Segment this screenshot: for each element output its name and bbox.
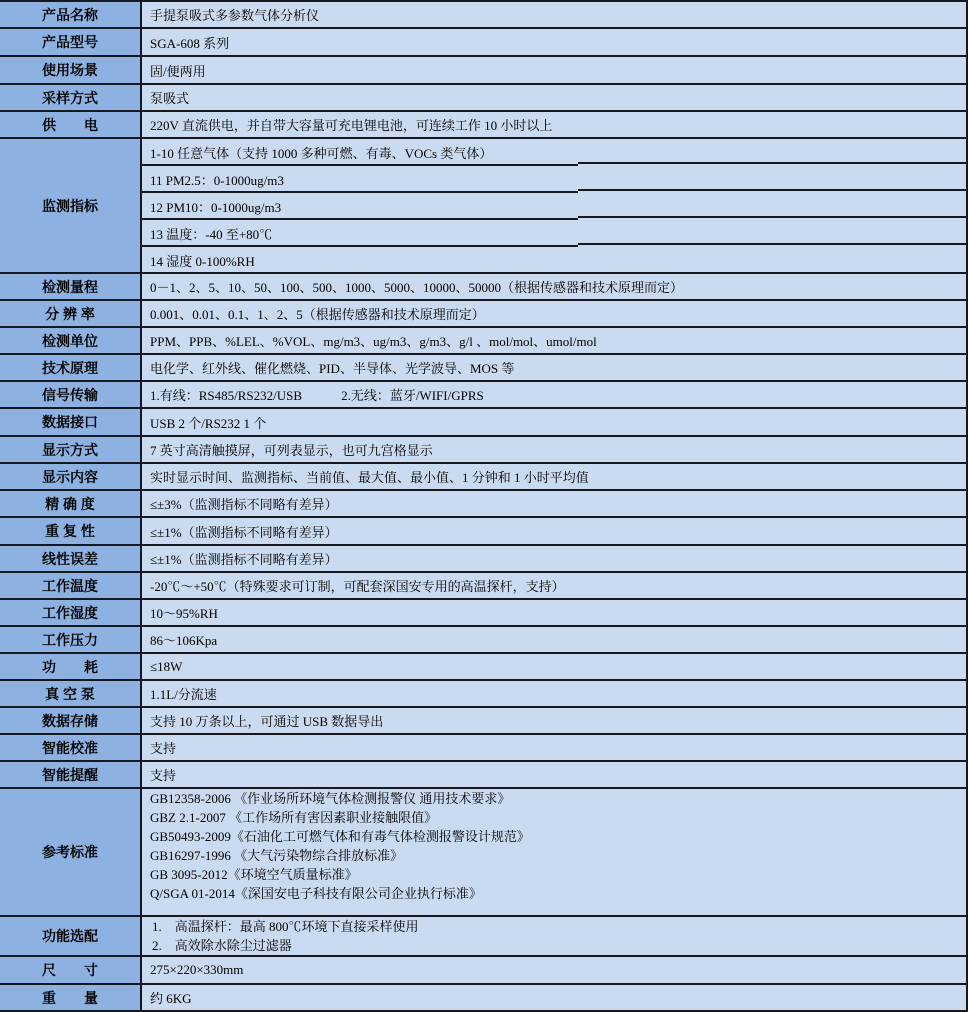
spec-row-detection-range [0,274,966,301]
row-label: 数据存储 [0,708,142,733]
spec-row-model [0,29,966,57]
row-value-line: GB16297-1996 《大气污染物综合排放标准》 [150,848,404,863]
row-label: 功 耗 [0,654,142,679]
row-value-line: 12 PM10：0-1000ug/m3 [142,193,966,220]
row-label: 重 量 [0,985,142,1010]
row-value: ≤±1%（监测指标不同略有差异） [142,546,966,571]
spec-row-linearity-error [0,546,966,573]
spec-row-data-storage [0,708,966,735]
spec-row-display-content [0,464,966,491]
spec-row-repeatability [0,518,966,546]
spec-row-product-name [0,2,966,29]
row-label: 数据接口 [0,409,142,435]
spec-row-sampling [0,85,966,112]
row-label: 采样方式 [0,85,142,110]
row-value: SGA-608 系列 [142,29,966,55]
spec-row-power [0,112,966,139]
row-value: 0.001、0.01、0.1、1、2、5（根据传感器和技术原理而定） [142,301,966,326]
row-value-line: GBZ 2.1-2007 《工作场所有害因素职业接触限值》 [150,810,438,825]
row-value-line: 14 湿度 0-100%RH [150,254,255,269]
row-value-line: GB 3095-2012《环境空气质量标准》 [150,867,358,882]
row-value: 电化学、红外线、催化燃烧、PID、半导体、光学波导、MOS 等 [142,355,966,380]
row-value-line: 13 温度：-40 至+80℃ [142,220,966,247]
row-value: 约 6KG [142,985,966,1010]
row-value: 支持 10 万条以上，可通过 USB 数据导出 [142,708,966,733]
spec-row-weight [0,985,966,1012]
spec-row-usage-scene [0,57,966,85]
row-value-line: Q/SGA 01-2014《深国安电子科技有限公司企业执行标准》 [150,886,482,901]
spec-row-smart-calibration [0,735,966,762]
row-label: 线性误差 [0,546,142,571]
spec-row-resolution [0,301,966,328]
row-value: 275×220×330mm [142,957,966,983]
row-value: 10～95%RH [142,600,966,625]
row-value-multiline [142,917,966,955]
spec-row-tech-principle [0,355,966,382]
row-label: 产品型号 [0,29,142,55]
row-value: USB 2 个/RS232 1 个 [142,409,966,435]
row-label: 显示内容 [0,464,142,489]
row-label: 工作湿度 [0,600,142,625]
spec-row-accuracy [0,491,966,518]
row-label: 技术原理 [0,355,142,380]
spec-row-display-mode [0,437,966,464]
spec-row-signal-transmission [0,382,966,409]
row-value: ≤±3%（监测指标不同略有差异） [142,491,966,516]
spec-row-optional-features [0,917,966,957]
row-value: 0－1、2、5、10、50、100、500、1000、5000、10000、50000（根据传感器和技术原理而定） [142,274,966,299]
row-value-multiline [142,139,966,272]
row-label: 参考标准 [0,789,142,915]
row-value-line: 2. 高效除水除尘过滤器 [152,938,292,953]
spec-row-vacuum-pump [0,681,966,708]
spec-row-dimensions [0,957,966,985]
row-label: 检测单位 [0,328,142,353]
spec-row-detection-unit [0,328,966,355]
row-value: 1.1L/分流速 [142,681,966,706]
row-value: PPM、PPB、%LEL、%VOL、mg/m3、ug/m3、g/m3、g/l 、mol/mol、umol/mol [142,328,966,353]
row-value: 220V 直流供电，并自带大容量可充电锂电池，可连续工作 10 小时以上 [142,112,966,137]
row-label: 工作压力 [0,627,142,652]
row-value: ≤18W [142,654,966,679]
row-label: 产品名称 [0,2,142,27]
spec-row-working-temperature [0,573,966,600]
row-value: -20℃～+50℃（特殊要求可订制，可配套深国安专用的高温探杆，支持） [142,573,966,598]
row-value: 1.有线：RS485/RS232/USB 2.无线：蓝牙/WIFI/GPRS [142,382,966,407]
row-value: ≤±1%（监测指标不同略有差异） [142,518,966,544]
row-label: 检测量程 [0,274,142,299]
row-label: 显示方式 [0,437,142,462]
row-value: 支持 [142,762,966,787]
row-value-line: 11 PM2.5：0-1000ug/m3 [142,166,966,193]
row-value-line: GB12358-2006 《作业场所环境气体检测报警仪 通用技术要求》 [150,791,511,806]
spec-row-power-consumption [0,654,966,681]
row-label: 信号传输 [0,382,142,407]
row-value: 泵吸式 [142,85,966,110]
spec-row-smart-reminder [0,762,966,789]
row-label: 重 复 性 [0,518,142,544]
row-label: 智能校准 [0,735,142,760]
row-label: 监测指标 [0,139,142,272]
row-value-line: 1-10 任意气体（支持 1000 多种可燃、有毒、VOCs 类气体） [142,139,966,166]
row-value: 7 英寸高清触摸屏，可列表显示，也可九宫格显示 [142,437,966,462]
row-value: 手提泵吸式多参数气体分析仪 [142,2,966,27]
row-label: 供 电 [0,112,142,137]
row-label: 智能提醒 [0,762,142,787]
row-value-line: 1. 高温探杆：最高 800℃环境下直接采样使用 [152,919,419,934]
row-label: 尺 寸 [0,957,142,983]
row-label: 功能选配 [0,917,142,955]
spec-row-working-pressure [0,627,966,654]
row-value-multiline [142,789,966,915]
row-value: 支持 [142,735,966,760]
row-label: 使用场景 [0,57,142,83]
row-value-line: GB50493-2009《石油化工可燃气体和有毒气体检测报警设计规范》 [150,829,530,844]
row-label: 精 确 度 [0,491,142,516]
spec-row-working-humidity [0,600,966,627]
row-value: 实时显示时间、监测指标、当前值、最大值、最小值、1 分钟和 1 小时平均值 [142,464,966,489]
spec-row-reference-standards [0,789,966,917]
row-label: 工作温度 [0,573,142,598]
row-label: 分 辨 率 [0,301,142,326]
spec-row-data-interface [0,409,966,437]
row-label: 真 空 泵 [0,681,142,706]
spec-row-monitor-indicators [0,139,966,274]
row-value: 86～106Kpa [142,627,966,652]
row-value: 固/便两用 [142,57,966,83]
